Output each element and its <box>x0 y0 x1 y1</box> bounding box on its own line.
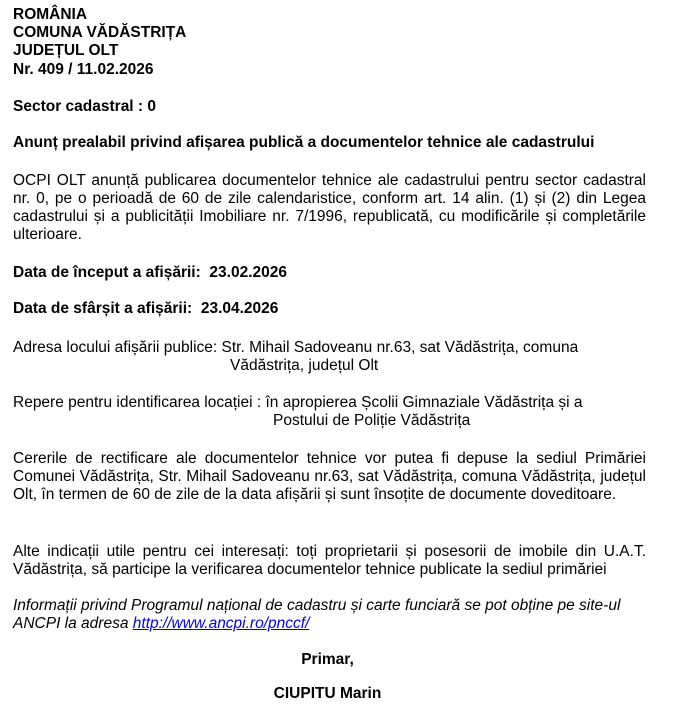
notice-title: Anunț prealabil privind afișarea publică a documentelor tehnice ale cadastrului <box>13 134 595 151</box>
end-date <box>13 300 278 318</box>
start-date-label: Data de început a afișării: <box>13 264 201 281</box>
start-date <box>13 264 287 282</box>
landmarks-value-1: în apropierea Școlii Gimnaziale Vădăstrița și a <box>265 394 583 411</box>
header-country: ROMÂNIA <box>13 6 88 23</box>
signature-role: Primar, <box>301 651 354 668</box>
landmarks-line-1 <box>13 394 583 412</box>
other-info-paragraph: Alte indicații utile pentru cei interesați: toți proprietarii și posesorii de imobile din U.A.T. Vădăstrița, să participe la verificarea documentelor tehnice publicate la sediul primăriei <box>13 543 646 578</box>
landmarks-value-2: Postului de Poliție Vădăstrița <box>273 412 471 429</box>
header-county: JUDEȚUL OLT <box>13 42 119 59</box>
end-date-label: Data de sfârșit a afișării: <box>13 300 193 317</box>
address-line-1 <box>13 339 578 357</box>
sector-label: Sector cadastral : 0 <box>13 98 157 115</box>
landmarks-label: Repere pentru identificarea locației : <box>13 394 262 411</box>
header-commune: COMUNA VĂDĂSTRIȚA <box>13 24 187 41</box>
ancpi-link[interactable]: http://www.ancpi.ro/pnccf/ <box>132 615 310 632</box>
intro-paragraph: OCPI OLT anunță publicarea documentelor tehnice ale cadastrului pentru sector cadastral nr. 0, pe o perioadă de 60 de zile calendaristice, conform art. 14 alin. (1) și (2) din Legea cadastrului și a publicității Imobiliare nr. 7/1996, republicată, cu modificările și completările ulterioare. <box>13 172 646 243</box>
address-value-1: Str. Mihail Sadoveanu nr.63, sat Vădăstrița, comuna <box>221 339 579 356</box>
end-date-value: 23.04.2026 <box>200 300 279 317</box>
signature-name: CIUPITU Marin <box>273 685 382 702</box>
address-label: Adresa locului afișării publice: <box>13 339 218 356</box>
header-number: Nr. 409 / 11.02.2026 <box>13 61 154 78</box>
address-value-2: Vădăstrița, județul Olt <box>230 357 379 374</box>
start-date-value: 23.02.2026 <box>209 264 287 281</box>
rectification-paragraph: Cererile de rectificare ale documentelor tehnice vor putea fi depuse la sediul Primăriei Comunei Vădăstrița, Str. Mihail Sadoveanu nr.63, sat Vădăstrița, comuna Vădăstrița, județul Olt, în termen de 60 de zile de la data afișării și sunt însoțite de documente doveditoare. <box>13 450 646 503</box>
program-info-paragraph <box>13 597 646 633</box>
program-info-text: Informații privind Programul național de cadastru și carte funciară se pot obține pe site-ul ANCPI la adresa <box>13 597 621 632</box>
